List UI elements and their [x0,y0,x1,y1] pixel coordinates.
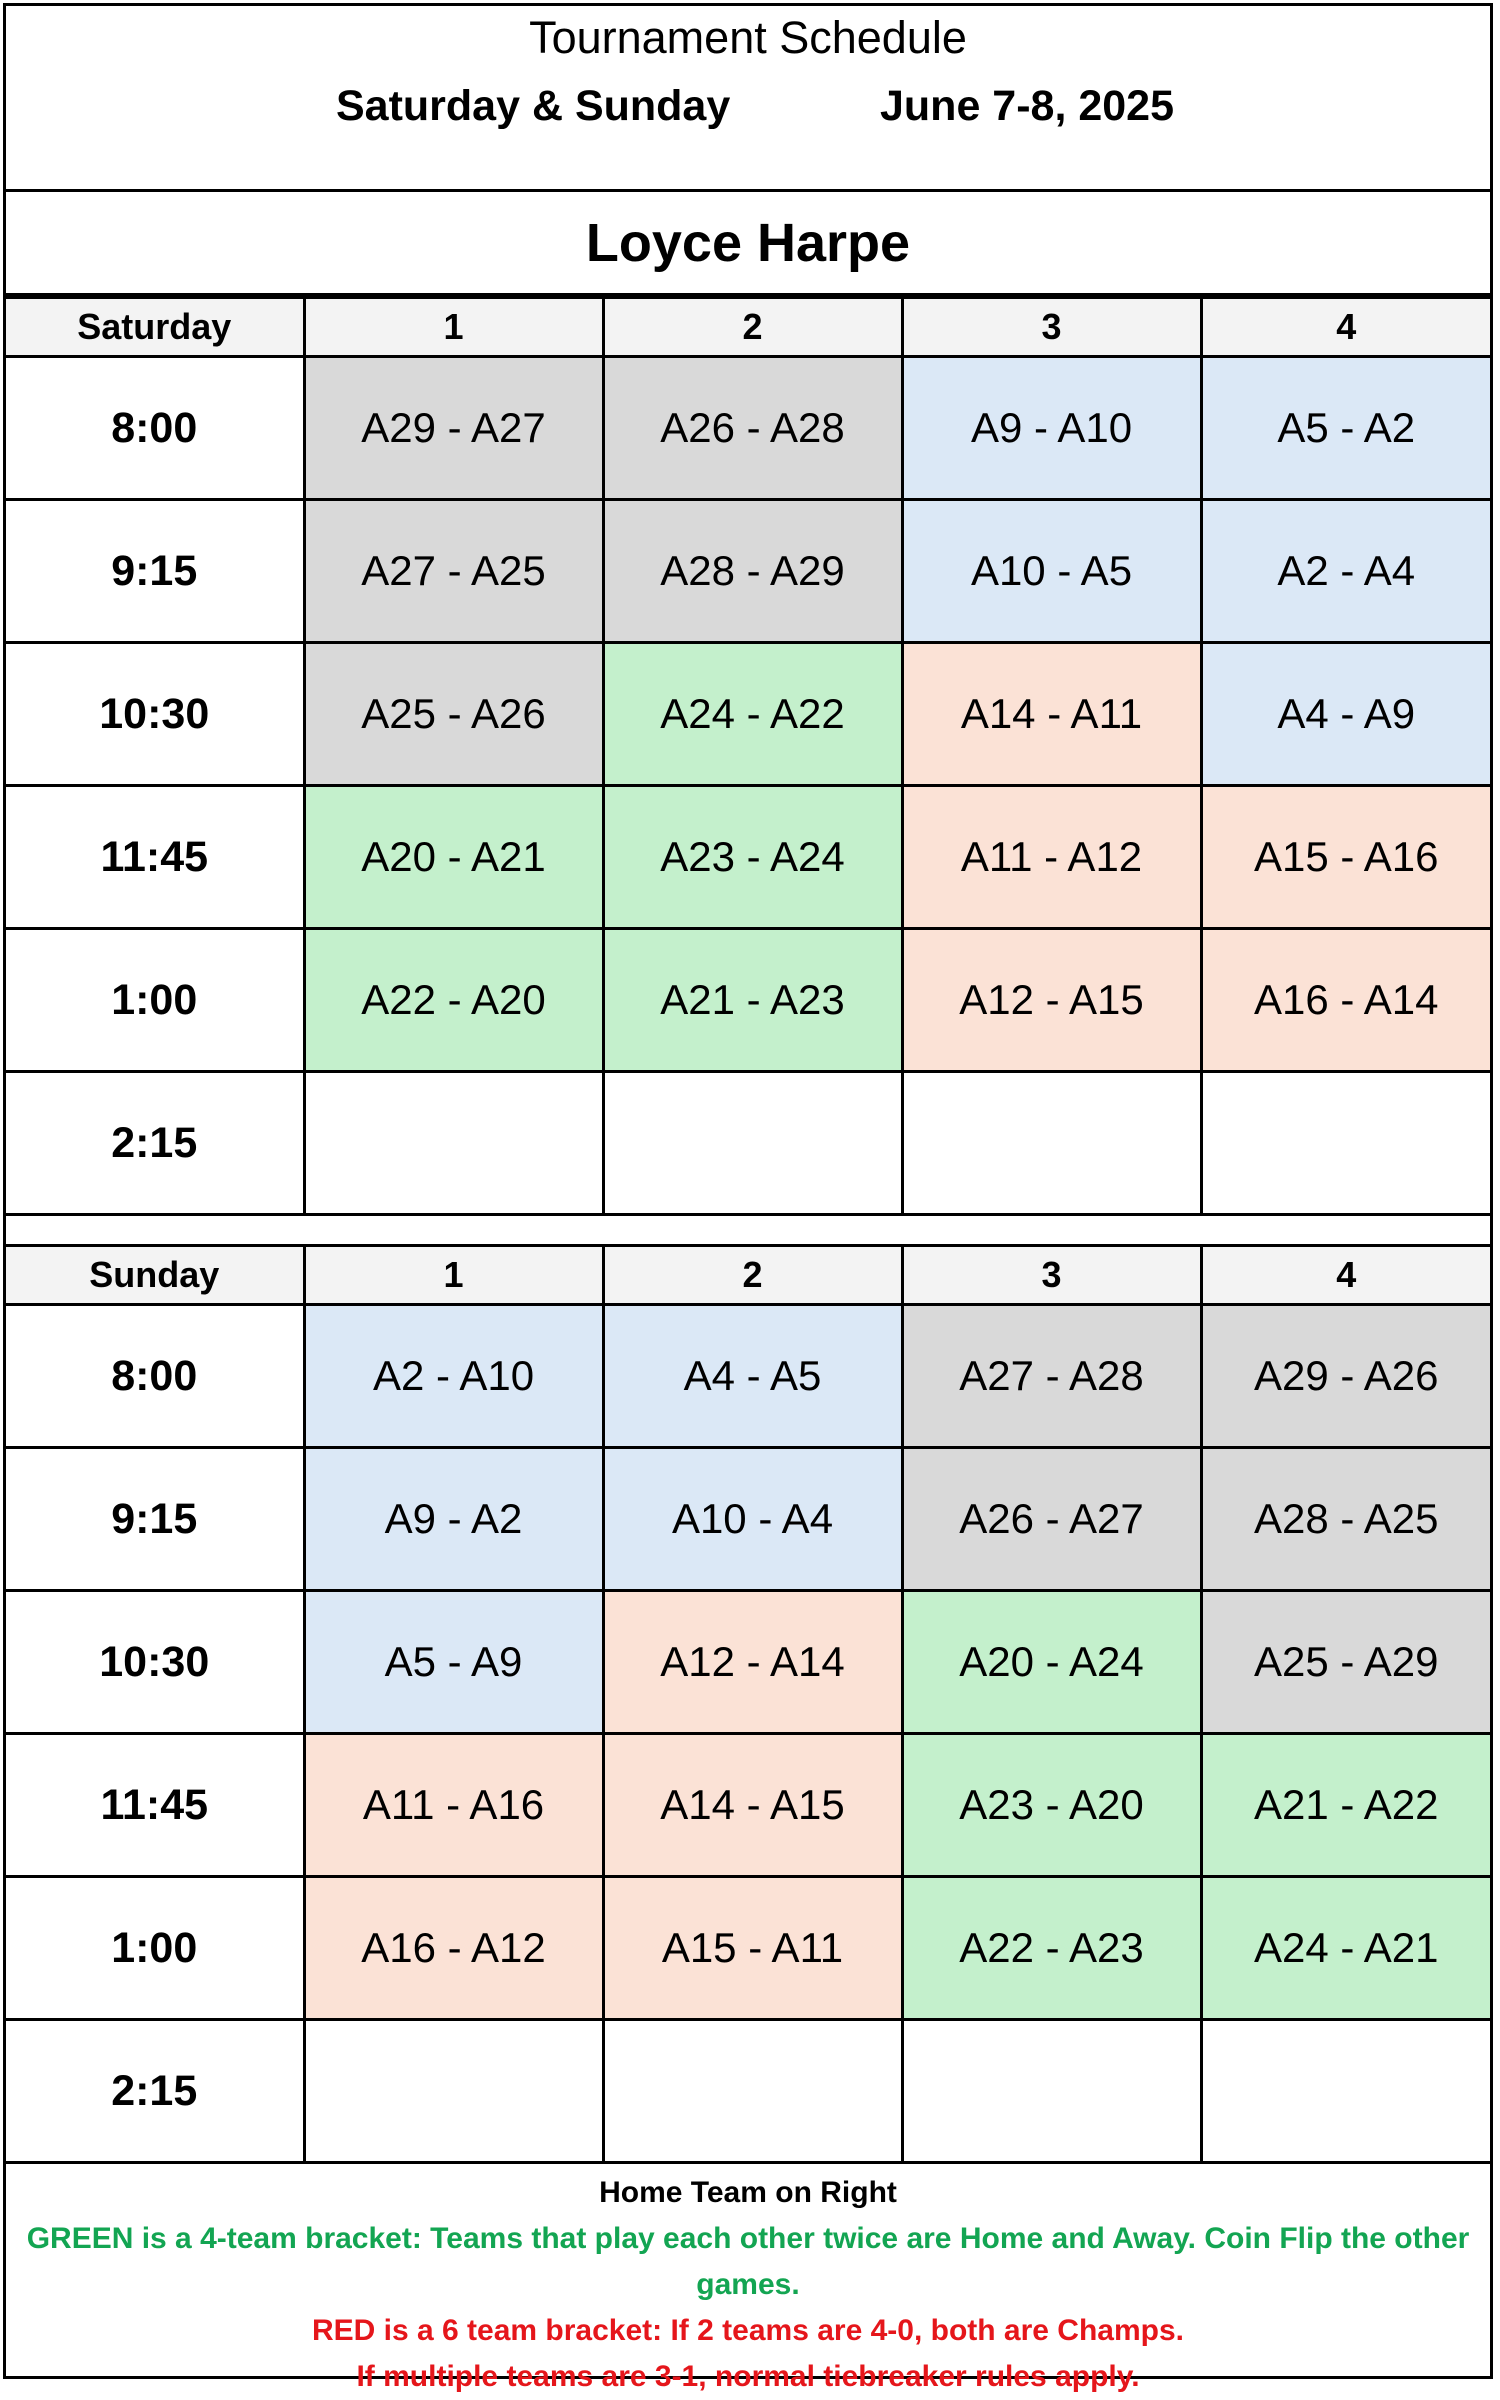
saturday-time-row [6,357,1490,500]
sunday-game-cell: A20 - A24 [902,1591,1201,1734]
saturday-time-row [6,786,1490,929]
sunday-game-cell [603,2020,902,2163]
sunday-header-row [6,1246,1490,1305]
sunday-field-2-header: 2 [603,1246,902,1305]
saturday-game-cell: A21 - A23 [603,929,902,1072]
saturday-game-cell [603,1072,902,1215]
sunday-game-cell: A9 - A2 [304,1448,603,1591]
saturday-day-label: Saturday [6,298,304,357]
saturday-time-slot: 11:45 [6,786,304,929]
sunday-game-cell: A11 - A16 [304,1734,603,1877]
saturday-table-body [6,298,1490,1215]
sunday-game-cell [1201,2020,1490,2163]
saturday-game-cell: A22 - A20 [304,929,603,1072]
saturday-time-row [6,500,1490,643]
venue-name: Loyce Harpe [6,192,1490,296]
saturday-game-cell [902,1072,1201,1215]
sunday-day-label: Sunday [6,1246,304,1305]
saturday-time-row [6,643,1490,786]
saturday-game-cell: A2 - A4 [1201,500,1490,643]
sunday-game-cell: A4 - A5 [603,1305,902,1448]
sunday-game-cell [902,2020,1201,2163]
sunday-game-cell: A23 - A20 [902,1734,1201,1877]
saturday-time-row [6,929,1490,1072]
sunday-time-row [6,1877,1490,2020]
sunday-game-cell: A29 - A26 [1201,1305,1490,1448]
sunday-field-1-header: 1 [304,1246,603,1305]
sunday-game-cell: A15 - A11 [603,1877,902,2020]
saturday-game-cell: A4 - A9 [1201,643,1490,786]
sunday-time-slot: 9:15 [6,1448,304,1591]
saturday-time-row [6,1072,1490,1215]
sunday-game-cell: A24 - A21 [1201,1877,1490,2020]
sunday-time-slot: 11:45 [6,1734,304,1877]
sunday-game-cell: A22 - A23 [902,1877,1201,2020]
sunday-time-slot: 8:00 [6,1305,304,1448]
sunday-time-row [6,1448,1490,1591]
saturday-game-cell: A24 - A22 [603,643,902,786]
saturday-field-2-header: 2 [603,298,902,357]
sunday-time-slot: 2:15 [6,2020,304,2163]
saturday-game-cell: A29 - A27 [304,357,603,500]
saturday-game-cell: A28 - A29 [603,500,902,643]
saturday-game-cell: A23 - A24 [603,786,902,929]
sunday-game-cell: A16 - A12 [304,1877,603,2020]
sunday-game-cell: A2 - A10 [304,1305,603,1448]
sunday-time-slot: 10:30 [6,1591,304,1734]
sunday-time-row [6,1734,1490,1877]
sunday-field-3-header: 3 [902,1246,1201,1305]
saturday-game-cell [1201,1072,1490,1215]
saturday-field-1-header: 1 [304,298,603,357]
sunday-schedule-table [6,1244,1490,2164]
saturday-field-4-header: 4 [1201,298,1490,357]
saturday-game-cell: A15 - A16 [1201,786,1490,929]
sunday-game-cell: A27 - A28 [902,1305,1201,1448]
sunday-time-row [6,1591,1490,1734]
sunday-game-cell: A26 - A27 [902,1448,1201,1591]
schedule-days: Saturday & Sunday [336,82,731,130]
saturday-time-slot: 8:00 [6,357,304,500]
saturday-game-cell: A27 - A25 [304,500,603,643]
saturday-game-cell: A10 - A5 [902,500,1201,643]
saturday-game-cell: A9 - A10 [902,357,1201,500]
sunday-game-cell: A14 - A15 [603,1734,902,1877]
schedule-sheet [3,3,1493,2393]
saturday-time-slot: 1:00 [6,929,304,1072]
sunday-time-row [6,1305,1490,1448]
saturday-game-cell: A5 - A2 [1201,357,1490,500]
note-red-bracket: RED is a 6 team bracket: If 2 teams are 4-0, both are Champs. [311,2314,1184,2347]
sunday-game-cell: A5 - A9 [304,1591,603,1734]
sunday-game-cell: A10 - A4 [603,1448,902,1591]
saturday-schedule-table [6,296,1490,1216]
saturday-time-slot: 2:15 [6,1072,304,1215]
note-red-tiebreaker: If multiple teams are 3-1, normal tiebreaker rules apply. [356,2360,1140,2393]
sunday-time-row [6,2020,1490,2163]
saturday-game-cell: A11 - A12 [902,786,1201,929]
schedule-dates: June 7-8, 2025 [880,82,1175,130]
sunday-game-cell: A12 - A14 [603,1591,902,1734]
title-block [6,6,1490,192]
note-home-team: Home Team on Right [599,2176,897,2209]
saturday-game-cell: A16 - A14 [1201,929,1490,1072]
sunday-game-cell: A28 - A25 [1201,1448,1490,1591]
sunday-table-body [6,1246,1490,2163]
saturday-field-3-header: 3 [902,298,1201,357]
saturday-game-cell: A14 - A11 [902,643,1201,786]
note-green-bracket: GREEN is a 4-team bracket: Teams that play each other twice are Home and Away. Coin Flip the other games. [26,2222,1470,2301]
sunday-game-cell: A25 - A29 [1201,1591,1490,1734]
sunday-field-4-header: 4 [1201,1246,1490,1305]
sunday-game-cell: A21 - A22 [1201,1734,1490,1877]
saturday-game-cell: A26 - A28 [603,357,902,500]
sunday-time-slot: 1:00 [6,1877,304,2020]
saturday-header-row [6,298,1490,357]
saturday-time-slot: 10:30 [6,643,304,786]
notes-section [6,2170,1490,2400]
saturday-game-cell [304,1072,603,1215]
sunday-game-cell [304,2020,603,2163]
schedule-title: Tournament Schedule [529,12,967,63]
saturday-game-cell: A25 - A26 [304,643,603,786]
saturday-game-cell: A12 - A15 [902,929,1201,1072]
saturday-time-slot: 9:15 [6,500,304,643]
saturday-game-cell: A20 - A21 [304,786,603,929]
